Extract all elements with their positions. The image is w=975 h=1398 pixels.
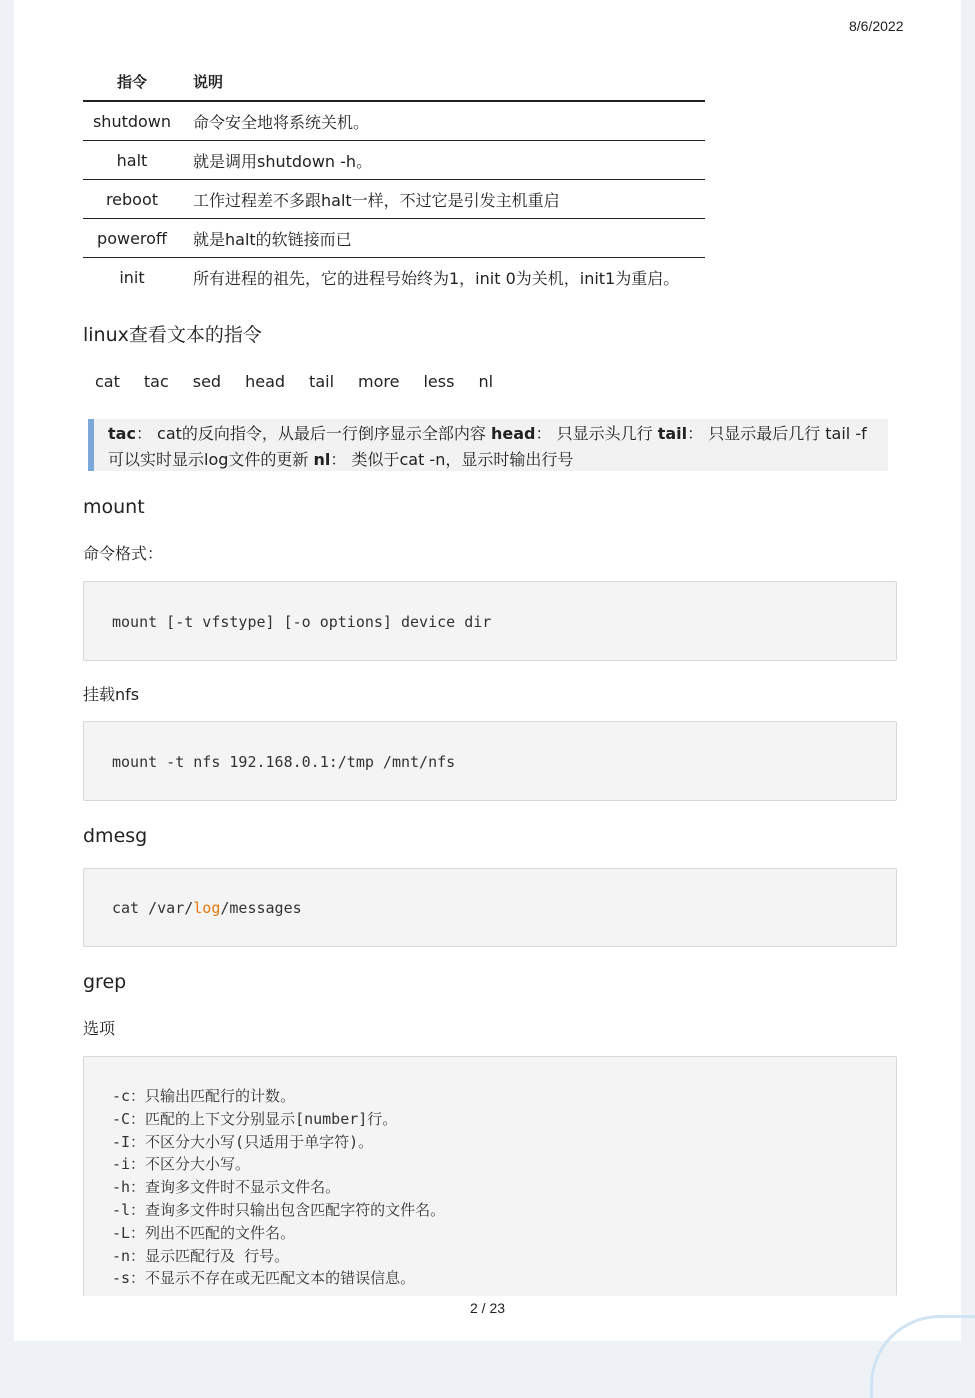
print-date: 8/6/2022 xyxy=(849,18,904,34)
table-row xyxy=(83,219,705,258)
tac-term: tac xyxy=(108,424,136,443)
head-term: head xyxy=(491,424,536,443)
table-cell-command: reboot xyxy=(83,180,181,219)
code-line: -l：查询多文件时只输出包含匹配字符的文件名。 xyxy=(112,1200,446,1219)
command-word: cat xyxy=(95,372,120,391)
table-cell-command: shutdown xyxy=(83,101,181,141)
nl-description: ： 类似于cat -n，显示时输出行号 xyxy=(330,450,574,469)
document-page xyxy=(14,0,961,1341)
code-text: /messages xyxy=(220,899,302,917)
command-word: more xyxy=(358,372,400,391)
head-description: ： 只显示头几行 xyxy=(535,424,653,443)
table-header-row xyxy=(83,62,705,101)
table-cell-command: halt xyxy=(83,141,181,180)
tac-description: ： cat的反向指令，从最后一行倒序显示全部内容 xyxy=(135,424,486,443)
table-cell-description: 命令安全地将系统关机。 xyxy=(181,101,705,141)
table-cell-command: init xyxy=(119,267,145,287)
code-line: -i：不区分大小写。 xyxy=(112,1155,251,1174)
dmesg-code-block xyxy=(83,868,897,947)
grep-options-code-block xyxy=(83,1056,897,1296)
view-text-heading: linux查看文本的指令 xyxy=(83,324,262,346)
table-header-description: 说明 xyxy=(181,62,705,101)
code-line: -c：只输出匹配行的计数。 xyxy=(112,1087,296,1105)
mount-nfs-label: 挂载nfs xyxy=(83,685,140,704)
page-number: 2 / 23 xyxy=(469,1300,506,1316)
table-row xyxy=(83,101,705,141)
dmesg-heading: dmesg xyxy=(83,825,148,847)
code-line: -h：查询多文件时不显示文件名。 xyxy=(112,1178,341,1197)
mount-heading: mount xyxy=(83,496,145,518)
code-line: -n：显示匹配行及 行号。 xyxy=(112,1246,290,1265)
grep-options-label: 选项 xyxy=(83,1019,116,1038)
table-cell-command: poweroff xyxy=(83,219,181,258)
tail-description-continued: 可以实时显示log文件的更新 xyxy=(108,450,309,469)
code-line: -s：不显示不存在或无匹配文本的错误信息。 xyxy=(112,1269,416,1288)
code-line: mount [-t vfstype] [-o options] device dir xyxy=(112,613,492,631)
code-line: -I：不区分大小写(只适用于单字符)。 xyxy=(112,1132,374,1151)
table-row xyxy=(83,258,705,297)
tail-term: tail xyxy=(657,424,688,443)
nl-term: nl xyxy=(313,450,331,469)
code-line: mount -t nfs 192.168.0.1:/tmp /mnt/nfs xyxy=(112,753,456,771)
command-word: sed xyxy=(192,372,222,391)
table-header-command: 指令 xyxy=(83,62,181,101)
command-word: less xyxy=(423,372,455,391)
table-cell-description: 就是halt的软链接而已 xyxy=(181,219,705,258)
view-text-blockquote xyxy=(88,419,888,471)
view-text-command-list xyxy=(83,372,505,391)
command-word: nl xyxy=(478,372,494,391)
shutdown-commands-table xyxy=(83,62,705,296)
table-cell-description: 就是调用shutdown -h。 xyxy=(181,141,705,180)
tail-description: ： 只显示最后几行 tail -f xyxy=(687,424,867,443)
table-cell-description: 所有进程的祖先，它的进程号始终为1，init 0为关机，init1为重启。 xyxy=(193,268,680,288)
mount-format-code-block xyxy=(83,581,897,661)
code-line: -C：匹配的上下文分别显示[number]行。 xyxy=(112,1109,398,1128)
table-cell-description: 工作过程差不多跟halt一样，不过它是引发主机重启 xyxy=(181,180,705,219)
table-row xyxy=(83,141,705,180)
command-word: tac xyxy=(143,372,169,391)
code-text: cat /var/ xyxy=(112,899,194,917)
mount-format-label: 命令格式： xyxy=(83,544,164,563)
mount-nfs-code-block xyxy=(83,721,897,801)
command-word: tail xyxy=(309,372,335,391)
grep-heading: grep xyxy=(83,971,127,993)
command-word: head xyxy=(245,372,286,391)
table-row xyxy=(83,180,705,219)
code-line: -L：列出不匹配的文件名。 xyxy=(112,1223,296,1242)
code-keyword: log xyxy=(193,899,221,917)
